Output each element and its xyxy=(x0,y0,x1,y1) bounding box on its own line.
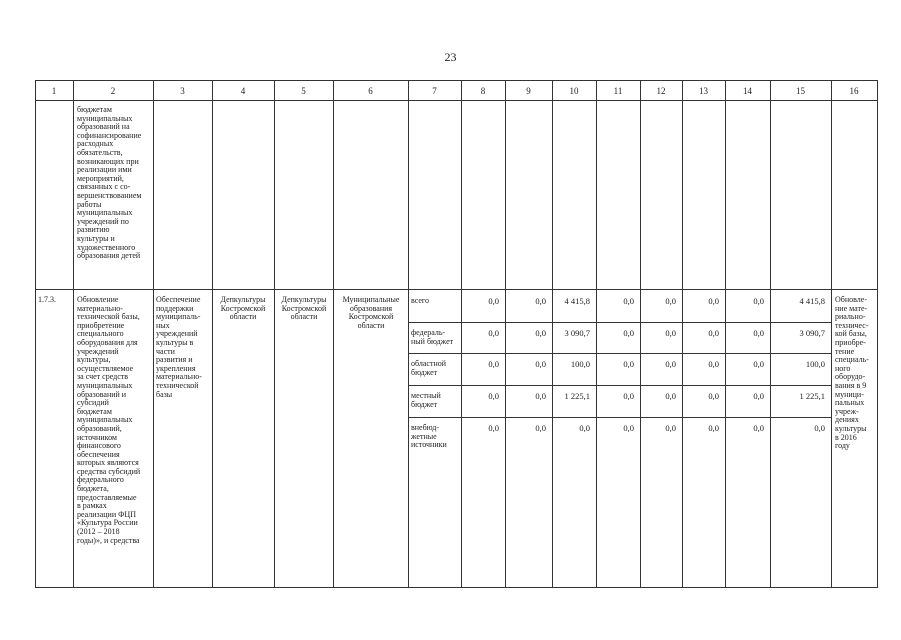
funding-value: 0,0 xyxy=(665,328,676,338)
column-border xyxy=(877,80,878,588)
column-header: 2 xyxy=(110,86,116,96)
column-header: 13 xyxy=(699,86,708,96)
funding-value: 0,0 xyxy=(665,296,676,306)
funding-value: 0,0 xyxy=(623,359,634,369)
funding-value: 0,0 xyxy=(623,296,634,306)
column-header: 14 xyxy=(743,86,752,96)
funding-source-label: областной бюджет xyxy=(411,359,447,377)
row-number: 1.7.3. xyxy=(38,295,56,304)
column-header: 11 xyxy=(613,86,623,96)
column-header: 8 xyxy=(480,86,486,96)
funding-value: 1 225,1 xyxy=(799,391,825,401)
expected-result: Обновле- ние мате- риально- техничес- кой базы, приобре- тение специаль- ного оборудо- вания в 9 муници- пальных учреж- дениях культуры в 2016 году xyxy=(835,295,869,451)
funding-value: 0,0 xyxy=(753,423,764,433)
funding-value: 0,0 xyxy=(623,391,634,401)
funding-value: 0,0 xyxy=(535,296,546,306)
funding-value: 0,0 xyxy=(708,359,719,369)
column-border xyxy=(73,80,74,588)
funding-value: 1 225,1 xyxy=(564,391,590,401)
column-header: 4 xyxy=(240,86,246,96)
table-top-border xyxy=(35,80,877,81)
funding-value: 0,0 xyxy=(488,328,499,338)
column-header: 6 xyxy=(368,86,373,96)
funding-value: 0,0 xyxy=(753,359,764,369)
funding-value: 0,0 xyxy=(753,296,764,306)
funding-value: 0,0 xyxy=(488,391,499,401)
funding-value: 0,0 xyxy=(535,391,546,401)
column-border xyxy=(831,80,832,588)
funding-value: 0,0 xyxy=(535,328,546,338)
row1-description: бюджетам муниципальных образований на софинансирование расходных обязательств, возникающих при реализации ими мероприятий, связанных с со- вершенствованием работы муниципальных учреждений по развитию культуры и художественного образования детей xyxy=(77,105,142,261)
column-header: 16 xyxy=(849,86,859,96)
funding-value: 3 090,7 xyxy=(799,328,825,338)
source-row-divider xyxy=(408,385,831,386)
funding-value: 0,0 xyxy=(814,423,825,433)
column-border xyxy=(153,80,154,588)
funding-value: 0,0 xyxy=(753,328,764,338)
column-border xyxy=(212,80,213,588)
column-header: 1 xyxy=(51,86,57,96)
funding-value: 0,0 xyxy=(665,391,676,401)
funding-source-label: федераль- ный бюджет xyxy=(411,328,454,346)
funding-value: 0,0 xyxy=(488,359,499,369)
source-row-divider xyxy=(408,322,831,323)
responsible-executor: Депкультуры Костромской области xyxy=(220,295,266,322)
column-header: 10 xyxy=(569,86,579,96)
funding-value: 0,0 xyxy=(708,391,719,401)
column-header: 12 xyxy=(656,86,666,96)
funding-value: 0,0 xyxy=(579,423,590,433)
funding-value: 4 415,8 xyxy=(799,296,825,306)
funding-source-label: внебюд- жетные источники xyxy=(411,423,447,450)
funding-source-label: местный бюджет xyxy=(411,391,441,409)
funding-value: 0,0 xyxy=(488,296,499,306)
funding-value: 0,0 xyxy=(623,423,634,433)
column-header: 3 xyxy=(180,86,185,96)
row-divider xyxy=(35,289,877,290)
header-bottom-border xyxy=(35,100,877,101)
source-row-divider xyxy=(408,353,831,354)
row2-description: Обновление материально- технической базы, приобретение специального оборудования для учреждений культуры, осуществляемое за счет средств муниципальных образований и субсидий бюджетам муниципальных образований, источником финансового обеспечения которых являются средства субсидий федерального бюджета, предоставляемые в рамках реализации ФЦП «Культура России (2012 – 2018 годы)», и средства xyxy=(77,295,141,545)
page-number: 23 xyxy=(444,50,457,64)
funding-value: 3 090,7 xyxy=(564,328,590,338)
column-header: 15 xyxy=(796,86,805,96)
column-border xyxy=(274,80,275,588)
funding-value: 0,0 xyxy=(623,328,634,338)
funding-value: 0,0 xyxy=(708,328,719,338)
funding-value: 0,0 xyxy=(665,359,676,369)
funding-source-label: всего xyxy=(411,296,430,305)
funding-value: 100,0 xyxy=(570,359,590,369)
column-header: 9 xyxy=(526,86,531,96)
column-border xyxy=(35,80,36,588)
column-border xyxy=(408,80,409,588)
funding-value: 0,0 xyxy=(753,391,764,401)
funding-value: 0,0 xyxy=(535,423,546,433)
funding-value: 0,0 xyxy=(708,423,719,433)
goal-description: Обеспечение поддержки муниципаль- ных учреждений культуры в части развития и укрепления материально- технической базы xyxy=(156,295,202,399)
column-header: 7 xyxy=(432,86,437,96)
participants: Муниципальные образования Костромской области xyxy=(342,295,400,330)
funding-value: 0,0 xyxy=(708,296,719,306)
funding-value: 0,0 xyxy=(488,423,499,433)
funding-value: 0,0 xyxy=(535,359,546,369)
funding-value: 4 415,8 xyxy=(564,296,590,306)
funding-value: 0,0 xyxy=(665,423,676,433)
table-bottom-border xyxy=(35,587,877,588)
coexecutor: Депкультуры Костромской области xyxy=(281,295,327,322)
funding-value: 100,0 xyxy=(805,359,825,369)
source-row-divider xyxy=(408,417,831,418)
column-header: 5 xyxy=(301,86,306,96)
column-border xyxy=(333,80,334,588)
